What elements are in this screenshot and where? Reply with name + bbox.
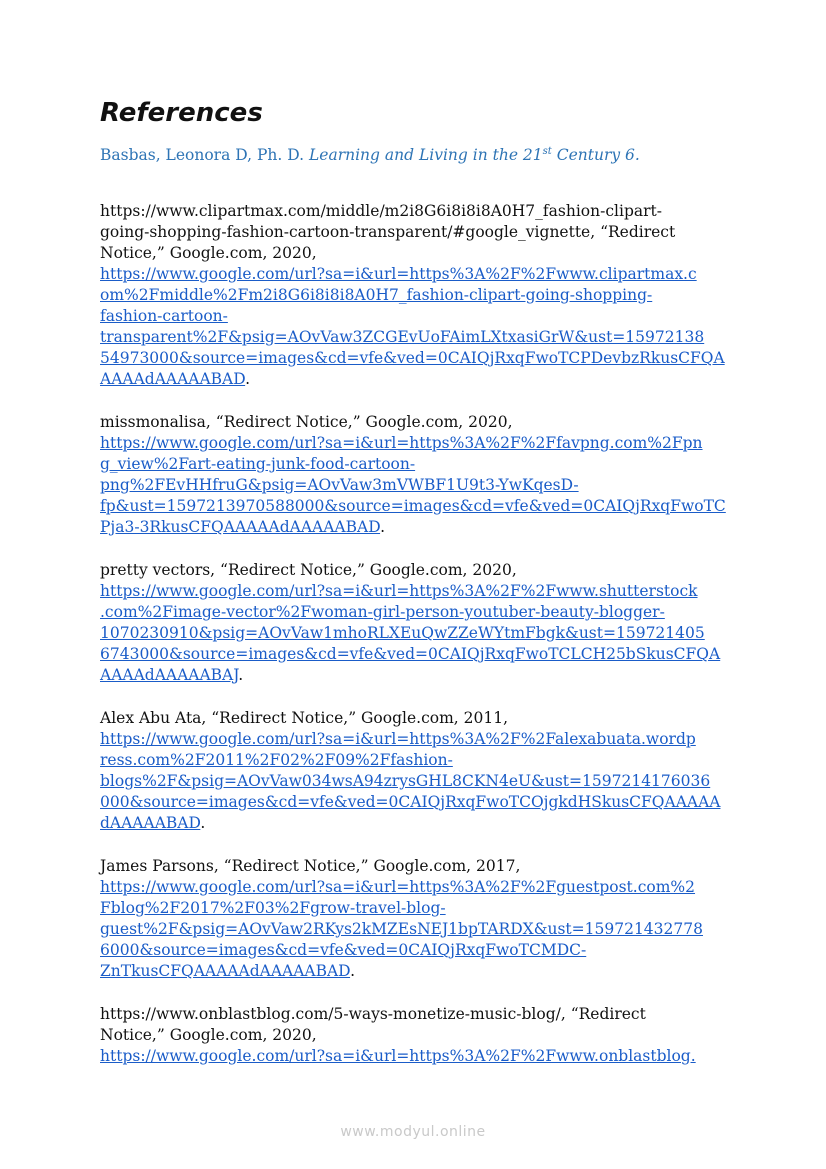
reference-text-line: Alex Abu Ata, “Redirect Notice,” Google.com, 2011, [100,709,509,727]
reference-entry [100,412,730,538]
reference-basbas [100,146,640,164]
reference-link[interactable]: g_view%2Fart-eating-junk-food-cartoon- [100,455,416,473]
reference-link[interactable]: https://www.google.com/url?sa=i&url=https%3A%2F%2Fwww.shutterstock [100,582,698,600]
reference-link[interactable]: 6000&source=images&cd=vfe&ved=0CAIQjRxqFwoTCMDC- [100,941,587,959]
reference-text-line: Notice,” Google.com, 2020, [100,244,317,262]
reference-text-line: https://www.onblastblog.com/5-ways-monetize-music-blog/, “Redirect [100,1005,646,1023]
reference-text-line: https://www.clipartmax.com/middle/m2i8G6i8i8i8A0H7_fashion-clipart- [100,202,662,220]
reference-title-end: Century 6. [551,146,640,164]
reference-link[interactable]: ress.com%2F2011%2F02%2F09%2Ffashion- [100,751,453,769]
reference-link[interactable]: om%2Fmiddle%2Fm2i8G6i8i8i8A0H7_fashion-clipart-going-shopping- [100,286,653,304]
reference-end-punctuation: . [200,814,206,832]
reference-author: Basbas, Leonora D, Ph. D. [100,146,309,164]
reference-link[interactable]: .com%2Fimage-vector%2Fwoman-girl-person-youtuber-beauty-blogger- [100,603,665,621]
reference-link[interactable]: 000&source=images&cd=vfe&ved=0CAIQjRxqFwoTCOjgkdHSkusCFQAAAAA [100,793,721,811]
reference-link[interactable]: AAAAdAAAAABAD [100,370,246,388]
reference-link[interactable]: fp&ust=1597213970588000&source=images&cd=vfe&ved=0CAIQjRxqFwoTC [100,497,726,515]
reference-entry [100,201,730,390]
reference-link[interactable]: Pja3-3RkusCFQAAAAAdAAAAABAD [100,518,381,536]
reference-end-punctuation: . [350,962,355,980]
reference-entry [100,1004,730,1067]
reference-link[interactable]: guest%2F&psig=AOvVaw2RKys2kMZEsNEJ1bpTARDX&ust=159721432778 [100,920,703,938]
reference-link[interactable]: Fblog%2F2017%2F03%2Fgrow-travel-blog- [100,899,446,917]
reference-link[interactable]: https://www.google.com/url?sa=i&url=https%3A%2F%2Fwww.clipartmax.c [100,265,697,283]
reference-title-superscript: st [542,145,552,157]
reference-text-line: missmonalisa, “Redirect Notice,” Google.com, 2020, [100,413,513,431]
reference-end-punctuation: . [245,370,251,388]
reference-link[interactable]: AAAAdAAAAABAJ [100,666,239,684]
reference-link[interactable]: dAAAAABAD [100,814,201,832]
reference-link[interactable]: 1070230910&psig=AOvVaw1mhoRLXEuQwZZeWYtmFbgk&ust=159721405 [100,624,705,642]
reference-title-start: Learning and Living in the 21 [308,146,543,164]
reference-link[interactable]: ZnTkusCFQAAAAAdAAAAABAD [100,962,351,980]
reference-end-punctuation: . [238,666,244,684]
reference-link[interactable]: png%2FEvHHfruG&psig=AOvVaw3mVWBF1U9t3-YwKqesD- [100,476,579,494]
reference-link[interactable]: blogs%2F&psig=AOvVaw034wsA94zrysGHL8CKN4eU&ust=1597214176036 [100,772,711,790]
reference-text-line: James Parsons, “Redirect Notice,” Google.com, 2017, [100,857,521,875]
reference-link[interactable]: https://www.google.com/url?sa=i&url=https%3A%2F%2Ffavpng.com%2Fpn [100,434,703,452]
reference-link[interactable]: 54973000&source=images&cd=vfe&ved=0CAIQjRxqFwoTCPDevbzRkusCFQA [100,349,725,367]
page-title: References [100,98,263,128]
reference-end-punctuation: . [380,518,386,536]
reference-entry [100,856,730,982]
reference-text-line: going-shopping-fashion-cartoon-transparent/#google_vignette, “Redirect [100,223,676,241]
reference-link[interactable]: fashion-cartoon- [100,307,228,325]
reference-link[interactable]: https://www.google.com/url?sa=i&url=https%3A%2F%2Fguestpost.com%2 [100,878,696,896]
reference-link[interactable]: https://www.google.com/url?sa=i&url=https%3A%2F%2Fwww.onblastblog. [100,1047,696,1065]
reference-text-line: pretty vectors, “Redirect Notice,” Google.com, 2020, [100,561,517,579]
reference-entry [100,708,730,834]
reference-link[interactable]: https://www.google.com/url?sa=i&url=https%3A%2F%2Falexabuata.wordp [100,730,696,748]
reference-link[interactable]: transparent%2F&psig=AOvVaw3ZCGEvUoFAimLXtxasiGrW&ust=15972138 [100,328,705,346]
reference-link[interactable]: 6743000&source=images&cd=vfe&ved=0CAIQjRxqFwoTCLCH25bSkusCFQA [100,645,721,663]
reference-text-line: Notice,” Google.com, 2020, [100,1026,317,1044]
watermark: www.modyul.online [340,1124,486,1140]
reference-entry [100,560,730,686]
reference-title [309,146,640,164]
